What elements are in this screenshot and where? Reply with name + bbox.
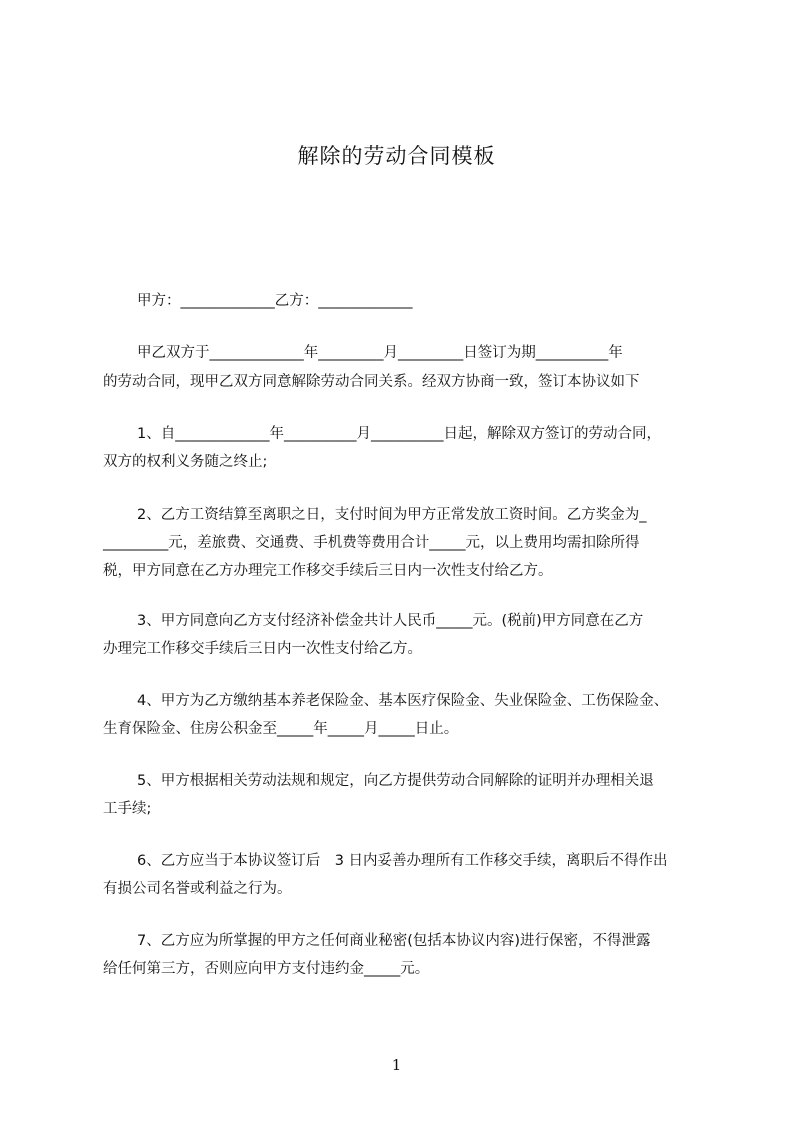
clause-7-line-2: 给任何第三方，否则应向甲方支付违约金_____元。	[103, 961, 430, 977]
clause-1-line-2: 双方的权利义务随之终止;	[103, 454, 268, 470]
clause-1-line-1: 1、自_____________年__________月__________日起，解除双方签订的劳动合同，	[137, 426, 661, 442]
clause-2-line-2: _________元，差旅费、交通费、手机费等费用合计_____元，以上费用均需扣除所得	[103, 535, 640, 551]
clause-5-line-2: 工手续;	[103, 801, 152, 817]
parties-line: 甲方：_____________乙方：_____________	[137, 293, 413, 309]
intro-line-2: 的劳动合同，现甲乙双方同意解除劳动合同关系。经双方协商一致，签订本协议如下	[103, 374, 640, 390]
intro-line-1: 甲乙双方于_____________年_________月_________日签订为期__________年	[137, 345, 623, 361]
clause-4-line-1: 4、甲方为乙方缴纳基本养老保险金、基本医疗保险金、失业保险金、工伤保险金、	[137, 693, 669, 709]
clause-2-line-1: 2、乙方工资结算至离职之日，支付时间为甲方正常发放工资时间。乙方奖金为_	[137, 507, 647, 523]
clause-7-line-1: 7、乙方应为所掌握的甲方之任何商业秘密(包括本协议内容)进行保密，不得泄露	[137, 933, 651, 949]
clause-6-line-1: 6、乙方应当于本协议签订后 3 日内妥善办理所有工作移交手续，离职后不得作出	[137, 853, 668, 869]
clause-5-line-1: 5、甲方根据相关劳动法规和规定，向乙方提供劳动合同解除的证明并办理相关退	[137, 773, 654, 789]
clause-4-line-2: 生育保险金、住房公积金至_____年_____月_____日止。	[103, 721, 459, 737]
clause-3-line-1: 3、甲方同意向乙方支付经济补偿金共计人民币_____元。(税前)甲方同意在乙方	[137, 613, 644, 629]
document-title: 解除的劳动合同模板	[297, 144, 496, 168]
clause-2-line-3: 税，甲方同意在乙方办理完工作移交手续后三日内一次性支付给乙方。	[103, 563, 553, 579]
clause-3-line-2: 办理完工作移交手续后三日内一次性支付给乙方。	[103, 641, 422, 657]
page-number: 1	[391, 1056, 402, 1074]
clause-6-line-2: 有损公司名誉或利益之行为。	[103, 881, 292, 897]
